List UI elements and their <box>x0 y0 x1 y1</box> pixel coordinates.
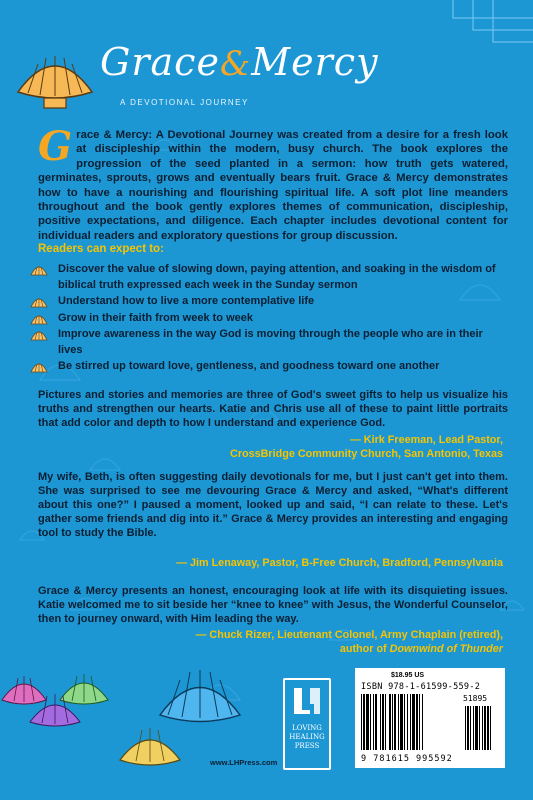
corner-frame-icon <box>423 0 533 60</box>
endorsement-quote: Pictures and stories and memories are three of God's sweet gifts to help us visualize his truths and strengthen our hearts. Katie and Chris use all of these to paint little portraits that add color and depth to how I understand and experience God. <box>38 389 508 429</box>
barcode-box <box>355 668 505 768</box>
endorsement-attribution: — Jim Lenaway, Pastor, B-Free Church, Bradford, Pennsylvania <box>176 557 503 569</box>
seashell-icon <box>30 263 48 276</box>
publisher-logo <box>283 678 331 770</box>
barcode-addon: 51895 <box>463 694 488 703</box>
seashell-icon <box>30 295 48 308</box>
publisher-mark-icon <box>290 684 324 718</box>
intro-text: race & Mercy: A Devotional Journey was created from a desire for a fresh look at discipleship within the modern, busy church. The book explores the progression of the seed planted in a sermon: how truth gets watered, germinates, sprouts, grows and eventually bears fruit. Grace & Mercy demonstrates how to have a nourishing and flourishing spiritual life. A soft plot line meanders throughout and the book gently explores themes of communication, discipleship, positive expectations, and diligence. Each chapter includes devotional content for individual readers and exploratory questions for group discussion. <box>38 129 508 242</box>
endorsement-attribution: — Chuck Rizer, Lieutenant Colonel, Army Chaplain (retired), author of Downwind of Thunder <box>195 629 503 655</box>
readers-heading: Readers can expect to: <box>38 243 164 255</box>
publisher-logo-text: LOVING HEALING PRESS <box>289 724 325 750</box>
list-item: Understand how to live a more contemplative life <box>30 294 500 310</box>
endorsement-quote: My wife, Beth, is often suggesting daily devotionals for me, but I just can't get into them. She was surprised to see me devouring Grace & Mercy and asked, “What's different about this one?” I paused a moment, looked up and said, “I can relate to these. Let's gather some friends and dig into it.” Grace & Mercy provides an interesting and engaging tool to study the Bible. <box>38 471 508 539</box>
title-text: Grace&Mercy <box>100 40 379 84</box>
seashell-icon <box>30 312 48 325</box>
list-item: Improve awareness in the way God is moving through the people who are in their lives <box>30 327 500 358</box>
price-label: $18.95 US <box>391 672 425 679</box>
readers-list <box>30 262 500 376</box>
isbn-text: ISBN 978-1-61599-559-2 <box>361 682 481 692</box>
publisher-url: www.LHPress.com <box>210 758 278 767</box>
list-item: Grow in their faith from week to week <box>30 311 500 327</box>
list-item: Be stirred up toward love, gentleness, and goodness toward one another <box>30 359 500 375</box>
list-item: Discover the value of slowing down, paying attention, and soaking in the wisdom of biblical truth expressed each week in the Sunday sermon <box>30 262 500 293</box>
drop-cap: G <box>38 123 73 170</box>
barcode-number: 9 781615 995592 <box>361 754 453 764</box>
intro-paragraph <box>38 123 508 243</box>
seashell-icon <box>30 360 48 373</box>
endorsement-quote: Grace & Mercy presents an honest, encouraging look at life with its disquieting issues. Katie welcomed me to sit beside her “knee to knee” with Jesus, the Wonderful Counselor, then to journey onward, with Him leading the way. <box>38 585 508 625</box>
subtitle: A DEVOTIONAL JOURNEY <box>120 98 249 107</box>
endorsement-attribution: — Kirk Freeman, Lead Pastor, CrossBridge Community Church, San Antonio, Texas <box>230 434 503 460</box>
seashell-icon <box>30 328 48 341</box>
book-title <box>100 40 400 110</box>
